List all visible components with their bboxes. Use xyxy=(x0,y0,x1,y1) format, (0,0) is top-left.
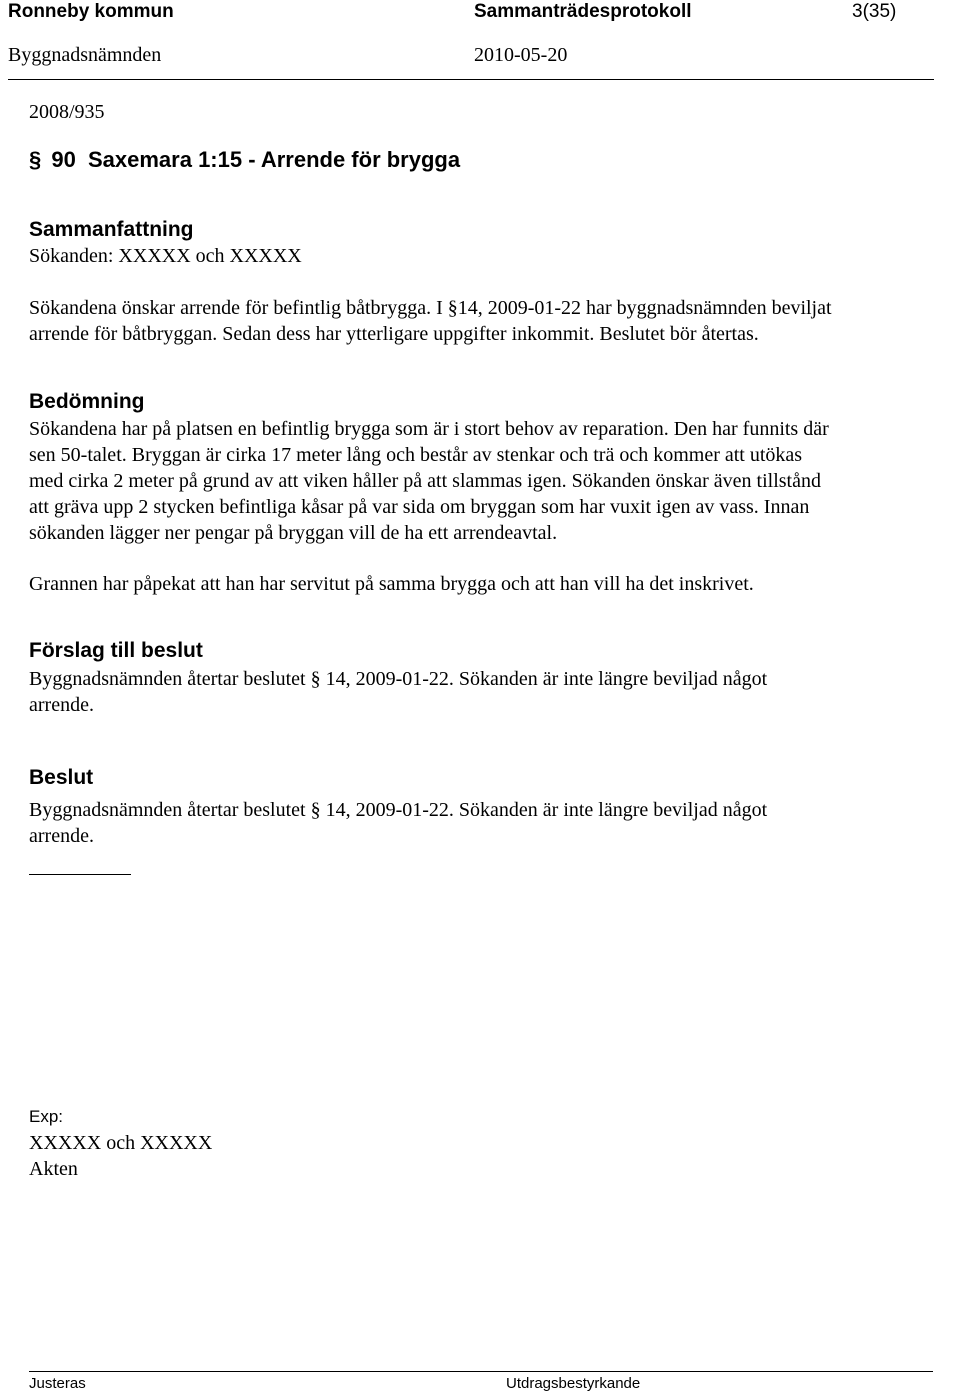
decision-line-1: Byggnadsnämnden återtar beslutet § 14, 2009-01-22. Sökanden är inte längre beviljad något xyxy=(29,799,768,821)
footer-divider xyxy=(29,1371,933,1372)
footer-justeras: Justeras xyxy=(29,1375,86,1392)
decision-end-rule xyxy=(29,874,131,875)
item-heading xyxy=(29,147,460,173)
decision-line-2: arrende. xyxy=(29,825,94,847)
assessment-line-2: sen 50-talet. Bryggan är cirka 17 meter lång och består av stenkar och trä och kommer att utökas xyxy=(29,444,803,466)
assessment-line-1: Sökandena har på platsen en befintlig brygga som är i stort behov av reparation. Den har funnits där xyxy=(29,418,829,440)
proposal-line-2: arrende. xyxy=(29,694,94,716)
neighbor-note: Grannen har påpekat att han har servitut på samma brygga och att han vill ha det inskrivet. xyxy=(29,573,754,595)
proposal-line-1: Byggnadsnämnden återtar beslutet § 14, 2009-01-22. Sökanden är inte längre beviljad något xyxy=(29,668,768,690)
summary-line-1: Sökandena önskar arrende för befintlig båtbrygga. I §14, 2009-01-22 har byggnadsnämnden beviljat xyxy=(29,297,832,319)
case-number: 2008/935 xyxy=(29,101,105,123)
committee-name: Byggnadsnämnden xyxy=(8,44,162,66)
assessment-line-3: med cirka 2 meter på grund av att viken håller på att slammas igen. Sökanden önskar även tillstånd xyxy=(29,470,821,492)
distribution-recipient-1: XXXXX och XXXXX xyxy=(29,1132,213,1154)
assessment-heading: Bedömning xyxy=(29,390,145,413)
section-symbol: § xyxy=(29,147,42,172)
summary-heading: Sammanfattning xyxy=(29,218,194,241)
item-number: 90 xyxy=(51,147,76,172)
summary-applicants: Sökanden: XXXXX och XXXXX xyxy=(29,245,302,267)
item-title: Saxemara 1:15 - Arrende för brygga xyxy=(87,147,461,172)
decision-heading: Beslut xyxy=(29,766,94,789)
document-type: Sammanträdesprotokoll xyxy=(474,1,692,22)
footer-utdragsbestyrkande: Utdragsbestyrkande xyxy=(506,1375,641,1392)
assessment-line-5: sökanden lägger ner pengar på bryggan vill de ha ett arrendeavtal. xyxy=(29,522,558,544)
header-divider xyxy=(8,79,934,80)
summary-line-2: arrende för båtbryggan. Sedan dess har ytterligare uppgifter inkommit. Beslutet bör återtas. xyxy=(29,323,759,345)
page-number: 3(35) xyxy=(852,1,897,22)
distribution-recipient-2: Akten xyxy=(29,1158,78,1180)
meeting-date: 2010-05-20 xyxy=(474,44,568,66)
distribution-label: Exp: xyxy=(29,1107,64,1126)
municipality-name: Ronneby kommun xyxy=(8,1,174,22)
assessment-line-4: att gräva upp 2 stycken befintliga kåsar på var sida om bryggan som har vuxit igen av vass. Innan xyxy=(29,496,810,518)
proposal-heading: Förslag till beslut xyxy=(29,639,203,662)
